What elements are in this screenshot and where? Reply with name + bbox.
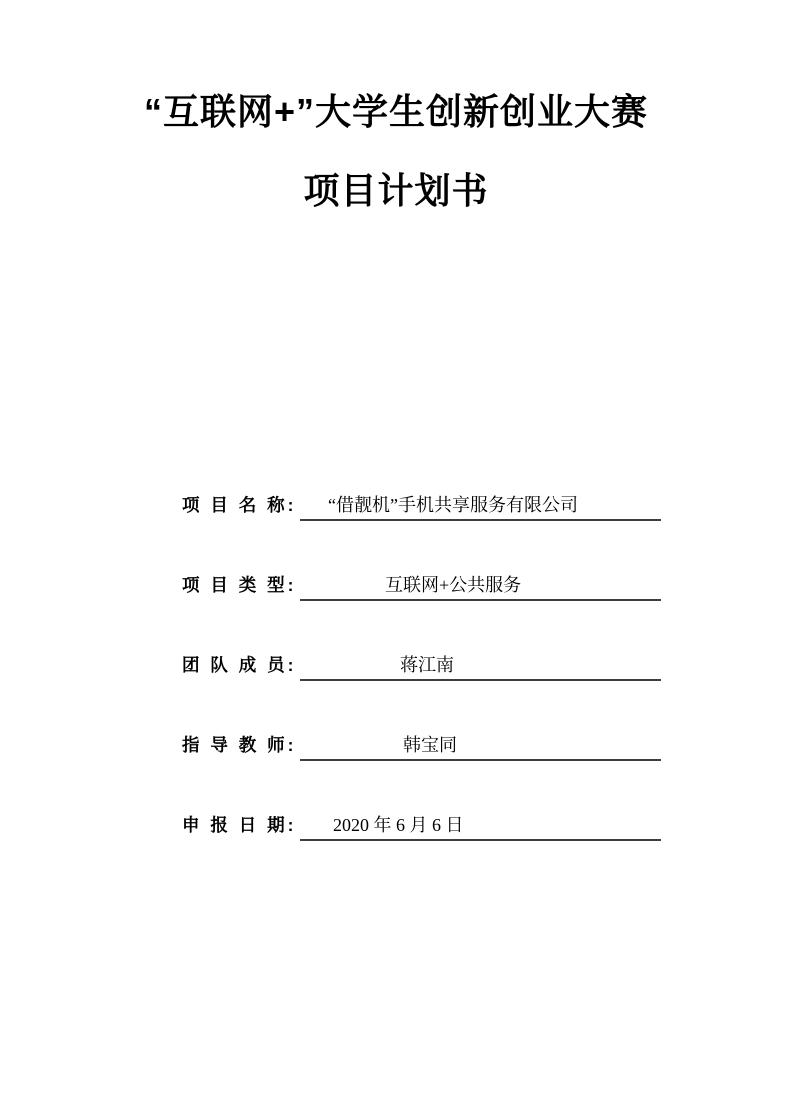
- project-name-value: “借靓机”手机共享服务有限公司: [300, 491, 661, 521]
- apply-date-value: 2020 年 6 月 6 日: [300, 811, 661, 841]
- project-type-value: 互联网+公共服务: [300, 571, 661, 601]
- document-type-title: 项目计划书: [303, 170, 489, 211]
- project-type-label: 项 目 类 型:: [182, 575, 297, 595]
- field-row-advisor: [182, 731, 661, 759]
- field-row-apply-date: [182, 811, 661, 839]
- advisor-label: 指 导 教 师:: [182, 735, 297, 755]
- apply-date-label: 申 报 日 期:: [182, 815, 297, 835]
- competition-title: “互联网+”大学生创新创业大赛: [143, 91, 649, 132]
- team-members-label: 团 队 成 员:: [182, 655, 297, 675]
- field-row-project-type: [182, 571, 661, 599]
- project-name-label: 项 目 名 称:: [182, 495, 297, 515]
- team-members-value: 蒋江南: [300, 651, 661, 681]
- cover-fields: [182, 491, 661, 891]
- field-row-project-name: [182, 491, 661, 519]
- advisor-value: 韩宝同: [300, 731, 661, 761]
- field-row-team-members: [182, 651, 661, 679]
